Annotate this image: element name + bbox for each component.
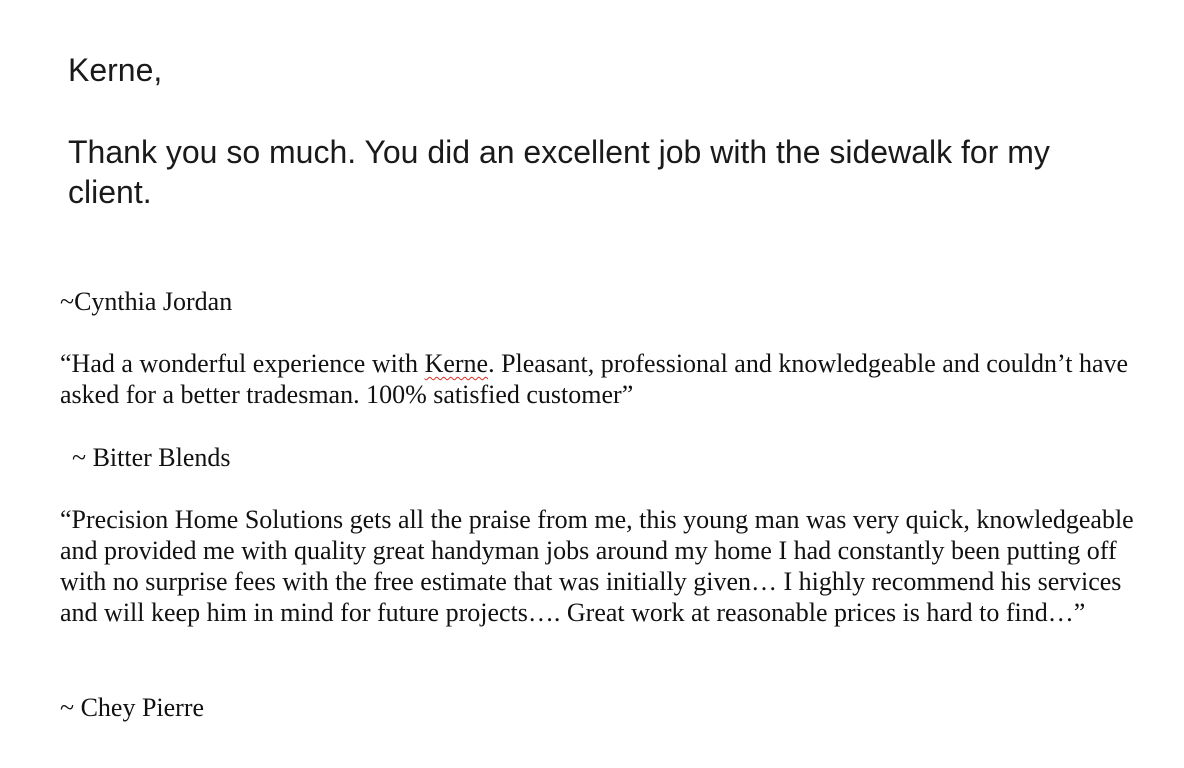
misspelled-word-kerne[interactable]: Kerne — [424, 349, 489, 378]
quote-text-start: “Had a wonderful experience with — [60, 349, 425, 378]
quote-text-end: . Pleasant, professional and knowledgeable and couldn’t have asked for a better tradesman. 100% satisfied customer” — [60, 349, 1129, 409]
thank-you-message: Thank you so much. You did an excellent job with the sidewalk for my client. — [68, 134, 1050, 210]
testimonial-signature-bitter-blends: ~ Bitter Blends — [72, 443, 231, 472]
testimonial-quote-bitter-blends — [60, 348, 1140, 410]
testimonial-signature-chey-pierre: ~ Chey Pierre — [60, 693, 205, 722]
testimonial-signature-cynthia: ~Cynthia Jordan — [60, 287, 233, 316]
testimonial-quote-chey-pierre: “Precision Home Solutions gets all the praise from me, this young man was very quick, knowledgeable and provided me with quality great handyman jobs around my home I had constantly been putting off with no surprise fees with the free estimate that was initially given… I highly recommend his services and will keep him in mind for future projects…. Great work at reasonable prices is hard to find…” — [60, 505, 1134, 627]
greeting: Kerne, — [68, 52, 163, 88]
